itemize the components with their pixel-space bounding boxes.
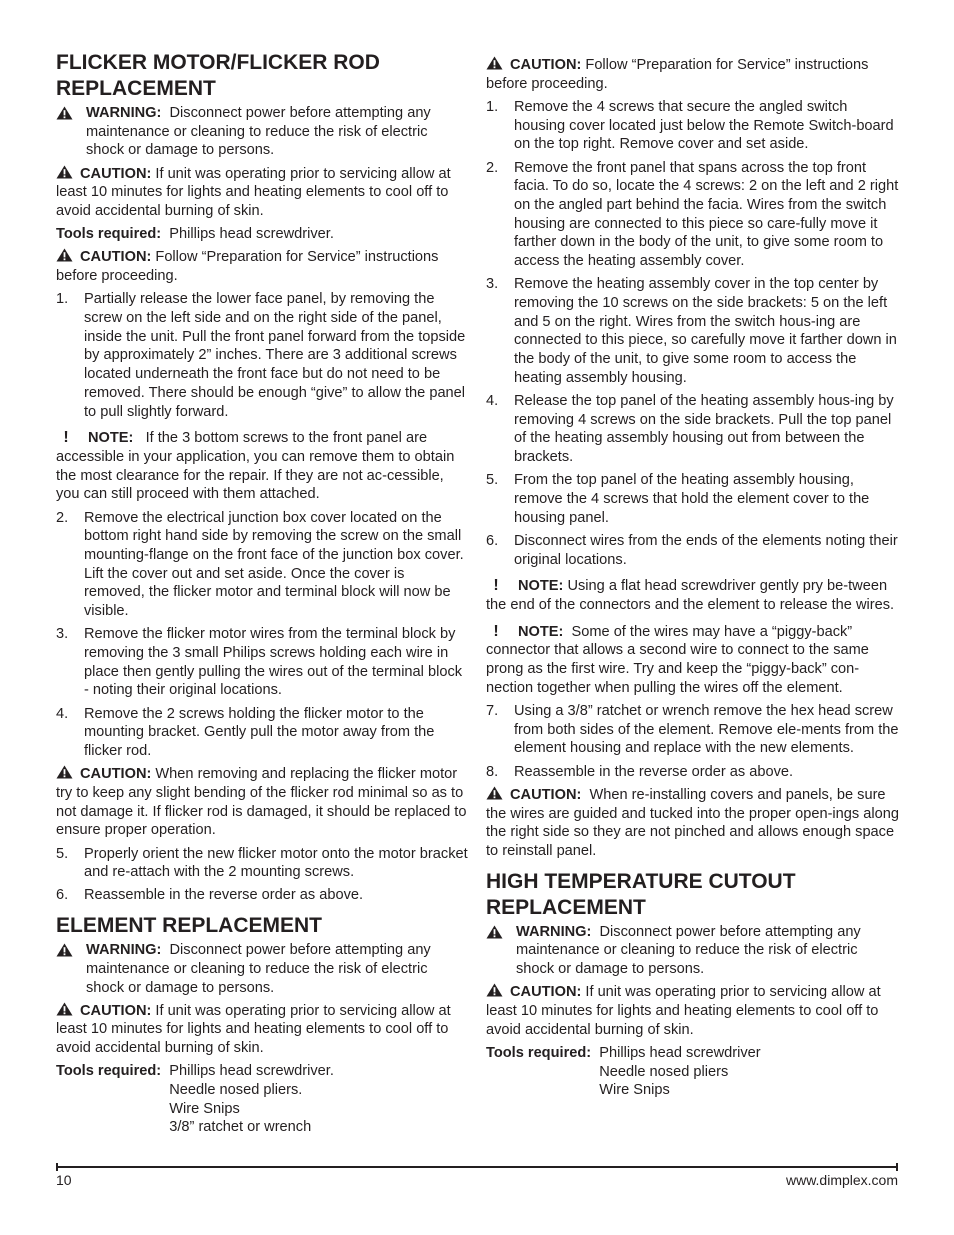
step-number: 6. [56,887,69,904]
warning-label: WARNING: [86,105,162,121]
page-number: 10 [56,1172,72,1188]
caution-triangle-icon [56,248,73,262]
list-item [486,763,899,782]
step-text: Reassemble in the reverse order as above. [514,763,794,780]
warning-triangle-icon [486,925,503,939]
list-item [56,509,468,621]
warning-block [486,923,899,979]
caution-text: Follow “Preparation for Service” instructions before proceeding. [56,249,439,285]
step-number: 6. [486,532,499,549]
steps-list [56,290,468,421]
website-url: www.dimplex.com [785,1172,898,1188]
step-number: 2. [486,159,499,176]
caution-text: If unit was operating prior to servicing allow at least 10 minutes for lights and heating elements to cool off to avoid accidental burning of skin. [56,1002,451,1057]
exclamation-icon: ! [493,622,499,640]
right-column [486,50,899,1100]
step-number: 5. [486,472,499,489]
caution-block [56,248,468,285]
tools-required [486,1044,899,1100]
caution-block [56,165,468,221]
list-item [56,886,468,905]
caution-label: CAUTION: [510,786,582,803]
caution-label: CAUTION: [80,766,152,783]
list-item [56,625,468,700]
note-label: NOTE: [518,578,564,595]
note-block [486,623,899,698]
note-label: NOTE: [88,430,134,447]
list-item [486,471,899,527]
steps-list [56,509,468,761]
caution-block [486,786,899,861]
caution-block [56,765,468,840]
warning-triangle-icon [56,943,73,957]
tools-required [56,1062,468,1137]
tools-label: Tools required: [56,1063,162,1080]
footer-rule [56,1166,898,1168]
footer-tick [896,1163,898,1171]
caution-label: CAUTION: [80,165,152,182]
caution-label: CAUTION: [80,249,152,266]
caution-triangle-icon [486,983,503,997]
step-number: 3. [56,626,69,643]
step-number: 4. [486,392,499,409]
list-item [486,275,899,387]
warning-text: Disconnect power before attempting any maintenance or cleaning to reduce the risk of electric shock or damage to persons. [86,942,431,996]
list-item [486,532,899,569]
tools-label: Tools required: [56,226,162,243]
step-text: From the top panel of the heating assembly housing, remove the 4 screws that hold the element cover to the housing panel. [514,472,870,526]
caution-triangle-icon [56,165,73,179]
step-text: Remove the electrical junction box cover located on the bottom right hand side by removing the screw on the small mounting-flange on the front face of the junction box cover. Lift the cover out and set aside. Once the cover is removed, the flicker motor and terminal block will now be visible. [84,509,464,620]
tool-item: Needle nosed pliers. [169,1082,303,1099]
left-column [56,50,468,1137]
caution-text: When removing and replacing the flicker motor try to keep any slight bending of the flicker rod minimal so as to not damage it. If flicker rod is damaged, it should be replaced to ensure proper operation. [56,766,467,839]
warning-triangle-icon [56,106,73,120]
caution-block [56,1002,468,1058]
tools-required [56,225,468,244]
warning-text: Disconnect power before attempting any maintenance or cleaning to reduce the risk of electric shock or damage to persons. [86,105,431,159]
step-number: 7. [486,703,499,719]
steps-list [486,98,899,569]
note-block [486,577,899,614]
tool-item: Phillips head screwdriver. [169,1063,334,1080]
tool-item: Phillips head screwdriver [599,1044,761,1061]
steps-list [56,845,468,906]
section-title-flicker: FLICKER MOTOR/FLICKER ROD REPLACEMENT [56,51,380,100]
step-text: Remove the 4 screws that secure the angled switch housing cover located just below the Remote Switch-board on the top right. Remove cover and set aside. [514,98,894,153]
step-text: Release the top panel of the heating assembly hous-ing by removing 4 screws on the side brackets. Pull the top panel of the heating assembly housing out from between the brackets. [514,392,894,466]
step-number: 3. [486,276,499,293]
exclamation-icon: ! [493,577,499,595]
caution-triangle-icon [56,765,73,779]
warning-label: WARNING: [86,942,162,959]
steps-list [486,702,899,781]
step-text: Reassemble in the reverse order as above. [84,887,364,904]
note-block [56,429,468,504]
warning-block [56,104,468,160]
step-number: 1. [56,291,69,308]
caution-label: CAUTION: [510,57,582,73]
tool-item: Phillips head screwdriver. [169,226,334,243]
list-item [486,98,899,154]
caution-text: If unit was operating prior to servicing allow at least 10 minutes for lights and heating elements to cool off to avoid accidental burning of skin. [486,984,881,1038]
tool-item: Wire Snips [599,1082,670,1099]
caution-block [486,56,899,93]
step-text: Remove the heating assembly cover in the top center by removing the 10 screws on the side brackets: 5 on the left and 5 on the right. Wires from the switch hous-ing are connected to this piece, so carefully move it farther down in the body of the unit, to give some room to access the heating assembly housing. [514,276,897,386]
step-number: 1. [486,98,499,115]
exclamation-icon: ! [63,429,69,447]
caution-text: When re-installing covers and panels, be sure the wires are guided and tucked into the proper open-ings along the right side so they are not pinched and allows enough space to reinstall panel. [486,786,899,859]
list-item [486,159,899,271]
step-text: Properly orient the new flicker motor onto the motor bracket and re-attach with the 2 mounting screws. [84,845,468,881]
section-title-element: ELEMENT REPLACEMENT [56,914,323,938]
caution-text: If unit was operating prior to servicing allow at least 10 minutes for lights and heating elements to cool off to avoid accidental burning of skin. [56,165,451,220]
caution-label: CAUTION: [510,984,582,1001]
warning-label: WARNING: [516,923,592,940]
note-text: Using a flat head screwdriver gently pry be-tween the end of the connectors and the element to release the wires. [486,578,895,613]
step-number: 8. [486,763,499,780]
list-item [56,705,468,761]
step-text: Using a 3/8” ratchet or wrench remove the hex head screw from both sides of the element. Remove ele-ments from the element housing and replace with the new elements. [514,703,899,757]
caution-triangle-icon [486,56,503,70]
tools-list [169,1062,334,1137]
step-text: Disconnect wires from the ends of the elements noting their original locations. [514,532,898,568]
step-text: Partially release the lower face panel, by removing the screw on the left side and on the right side of the panel, inside the unit. Pull the front panel forward from the topside by approximately 2” inches. There are 3 additional screws located underneath the front face but do not need to be removed. There should be enough “give” to allow the panel to pull slightly forward. [84,291,466,420]
list-item [486,702,899,758]
tools-list [599,1044,760,1100]
caution-triangle-icon [486,786,503,800]
list-item [486,392,899,467]
tool-item: Wire Snips [169,1100,240,1117]
note-label: NOTE: [518,623,564,640]
tool-item: Needle nosed pliers [599,1063,729,1080]
warning-block [56,941,468,997]
caution-block [486,983,899,1039]
tools-label: Tools required: [486,1044,592,1061]
caution-triangle-icon [56,1002,73,1016]
list-item [56,845,468,882]
step-number: 4. [56,705,69,722]
step-number: 5. [56,845,69,862]
tool-item: 3/8” ratchet or wrench [169,1119,312,1136]
note-text: If the 3 bottom screws to the front panel are accessible in your application, you can remove them to obtain the most clearance for the repair. If they are not ac-cessible, you can still proceed with them attached. [56,430,455,503]
caution-label: CAUTION: [80,1002,152,1019]
warning-text: Disconnect power before attempting any maintenance or cleaning to reduce the risk of electric shock or damage to persons. [516,923,861,978]
list-item [56,290,468,421]
footer-tick [56,1163,58,1171]
caution-text: Follow “Preparation for Service” instructions before proceeding. [486,57,869,92]
section-title-high-temp: HIGH TEMPERATURE CUTOUT REPLACEMENT [486,869,796,919]
step-text: Remove the front panel that spans across the top front facia. To do so, locate the 4 screws: 2 on the left and 2 right on the angled part behind the facia. Wires from the switch housing are connected to this piece so care-fully move it farther down in the body of the unit, to give some room to access the heating assembly cover. [514,159,899,270]
step-text: Remove the 2 screws holding the flicker motor to the mounting bracket. Gently pull the motor away from the flicker rod. [84,705,435,759]
step-text: Remove the flicker motor wires from the terminal block by removing the 3 small Philips screws holding each wire in place then gently pulling the wires out of the terminal block - noting their original locations. [84,626,463,699]
step-number: 2. [56,509,69,526]
note-text: Some of the wires may have a “piggy-back” connector that allows a second wire to connect to the same prong as the first wire. Try and keep the “piggy-back” con-nection together when pulling the wires off the element. [486,623,869,696]
